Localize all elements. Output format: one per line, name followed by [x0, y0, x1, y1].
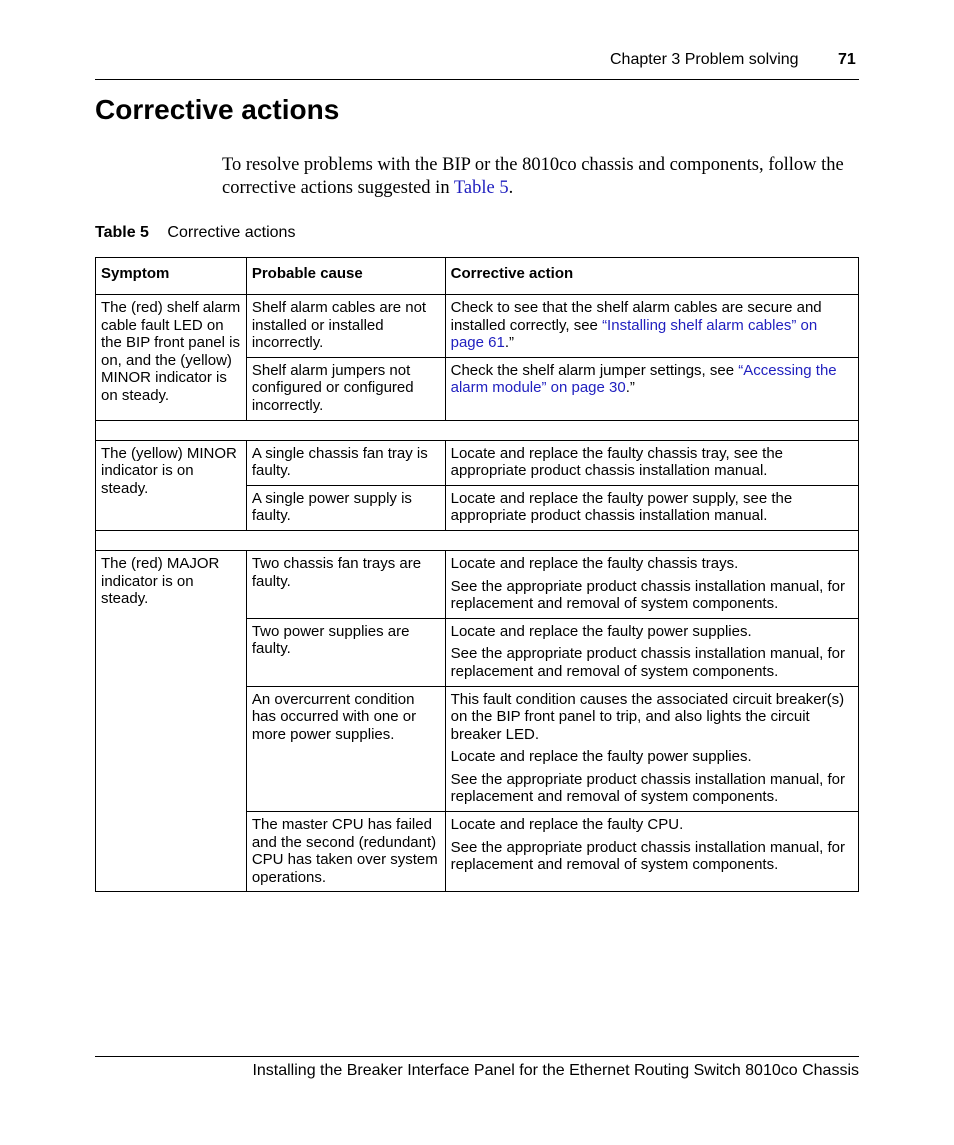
- section-title: Corrective actions: [95, 94, 340, 125]
- group-separator-cell: [96, 530, 859, 550]
- corrective-actions-table: [95, 257, 859, 892]
- action-text: See the appropriate product chassis installation manual, for replacement and removal of system components.: [450, 838, 846, 874]
- header-probable-cause: Probable cause: [246, 258, 445, 295]
- table-header-row: [96, 258, 859, 295]
- action-text: Check to see that the shelf alarm cables are secure and installed correctly, see: [450, 299, 822, 334]
- action-text: Locate and replace the faulty power supply, see the appropriate product chassis installation manual.: [450, 489, 793, 525]
- action-paragraph: [451, 299, 853, 352]
- cause-cell: A single power supply is faulty.: [246, 485, 445, 530]
- action-text: Locate and replace the faulty power supplies.: [450, 748, 752, 766]
- action-paragraph: [451, 816, 853, 834]
- cross-reference-link[interactable]: “Installing shelf alarm cables” on page 61: [450, 316, 818, 352]
- action-text: See the appropriate product chassis installation manual, for replacement and removal of system components.: [450, 645, 846, 680]
- action-paragraph: [451, 623, 853, 641]
- table-body: [96, 295, 859, 892]
- table-row: [96, 440, 859, 485]
- action-paragraph: [451, 771, 853, 806]
- action-text: See the appropriate product chassis installation manual, for replacement and removal of system components.: [450, 770, 846, 806]
- action-paragraph: [451, 578, 853, 613]
- action-text-end: .”: [625, 379, 635, 397]
- running-footer: Installing the Breaker Interface Panel for the Ethernet Routing Switch 8010co Chassis: [252, 1062, 859, 1079]
- cause-cell: Two chassis fan trays are faulty.: [246, 550, 445, 618]
- group-separator-row: [96, 420, 859, 440]
- action-text: Locate and replace the faulty CPU.: [450, 816, 684, 834]
- header-rule: [95, 79, 859, 80]
- header-corrective-action: Corrective action: [445, 258, 858, 295]
- cause-cell: The master CPU has failed and the second (redundant) CPU has taken over system operations.: [246, 812, 445, 892]
- page-number: 71: [838, 51, 856, 68]
- intro-paragraph: [222, 154, 862, 200]
- action-cell: [445, 440, 858, 485]
- cause-cell: A single chassis fan tray is faulty.: [246, 440, 445, 485]
- action-cell: [445, 485, 858, 530]
- action-paragraph: [451, 839, 853, 874]
- action-paragraph: [451, 691, 853, 744]
- action-cell: [445, 357, 858, 420]
- action-text: Locate and replace the faulty power supplies.: [450, 622, 752, 640]
- symptom-cell: The (red) MAJOR indicator is on steady.: [96, 550, 247, 892]
- action-paragraph: [451, 555, 853, 573]
- action-paragraph: [451, 445, 853, 480]
- table-5-link[interactable]: Table 5: [453, 178, 509, 198]
- table-row: [96, 295, 859, 358]
- action-text: Locate and replace the faulty chassis trays.: [450, 554, 739, 572]
- action-text-end: .”: [504, 334, 515, 352]
- action-cell: [445, 550, 858, 618]
- action-paragraph: [451, 362, 853, 397]
- header-symptom: Symptom: [96, 258, 247, 295]
- cause-cell: Shelf alarm jumpers not configured or configured incorrectly.: [246, 357, 445, 420]
- table-row: [96, 550, 859, 618]
- chapter-label: Chapter 3 Problem solving: [610, 51, 799, 68]
- cause-cell: An overcurrent condition has occurred with one or more power supplies.: [246, 686, 445, 812]
- action-cell: [445, 686, 858, 812]
- action-cell: [445, 812, 858, 892]
- action-text: Check the shelf alarm jumper settings, see: [450, 361, 739, 379]
- intro-text-end: .: [508, 178, 514, 198]
- action-paragraph: [451, 645, 853, 680]
- group-separator-row: [96, 530, 859, 550]
- group-separator-cell: [96, 420, 859, 440]
- action-text: This fault condition causes the associated circuit breaker(s) on the BIP front panel to trip, and also lights the circuit breaker LED.: [450, 690, 845, 743]
- symptom-cell: The (yellow) MINOR indicator is on steady.: [96, 440, 247, 530]
- action-paragraph: [451, 748, 853, 766]
- cause-cell: Two power supplies are faulty.: [246, 618, 445, 686]
- table-caption: [95, 224, 295, 242]
- symptom-cell: The (red) shelf alarm cable fault LED on the BIP front panel is on, and the (yellow) MINOR indicator is on steady.: [96, 295, 247, 421]
- cause-cell: Shelf alarm cables are not installed or installed incorrectly.: [246, 295, 445, 358]
- action-paragraph: [451, 490, 853, 525]
- footer-rule: [95, 1056, 859, 1057]
- cross-reference-link[interactable]: “Accessing the alarm module” on page 30: [450, 361, 837, 397]
- table-caption-label: Table 5: [95, 224, 149, 241]
- intro-text: To resolve problems with the BIP or the 8010co chassis and components, follow the corrective actions suggested in: [222, 155, 844, 198]
- action-text: Locate and replace the faulty chassis tray, see the appropriate product chassis installation manual.: [450, 444, 784, 480]
- table-caption-text: Corrective actions: [167, 224, 296, 241]
- action-text: See the appropriate product chassis installation manual, for replacement and removal of system components.: [450, 577, 846, 613]
- action-cell: [445, 295, 858, 358]
- action-cell: [445, 618, 858, 686]
